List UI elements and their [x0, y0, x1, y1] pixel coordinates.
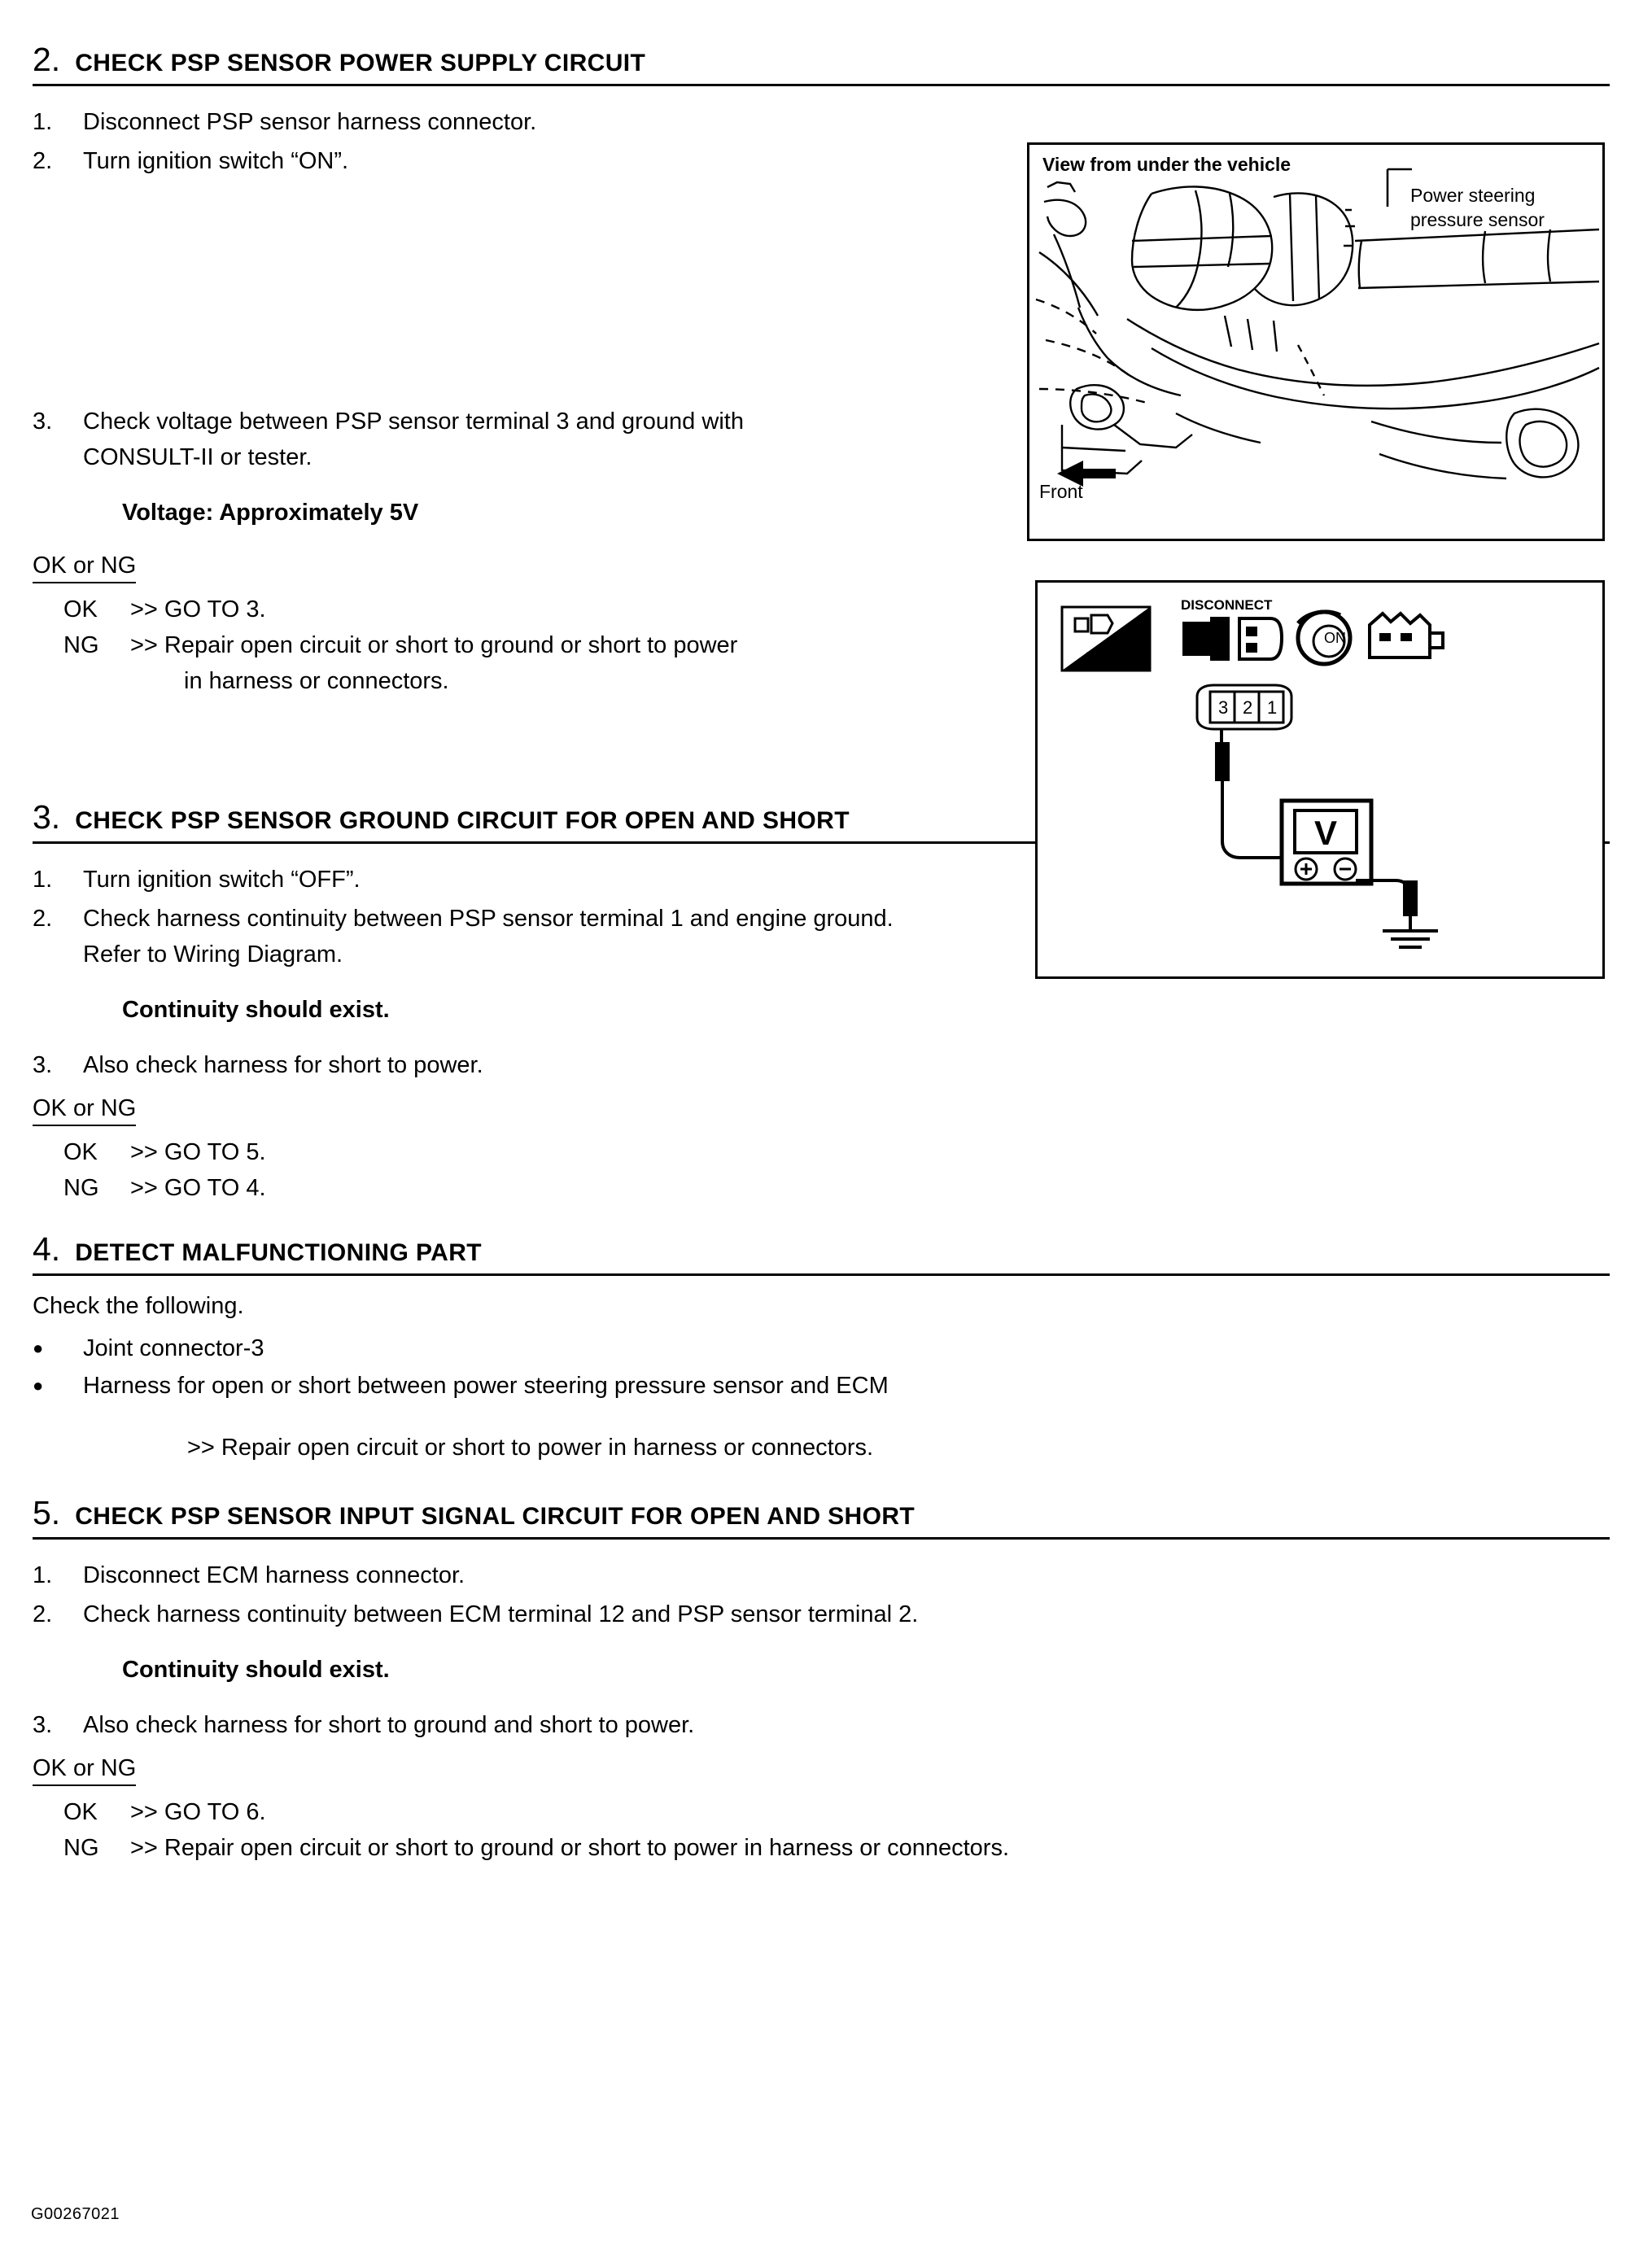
figure-vehicle-title: View from under the vehicle — [1042, 154, 1291, 175]
terminal-1-label: 1 — [1267, 697, 1278, 718]
step-3-okorng-wrap — [33, 1086, 1619, 1126]
result-label: OK — [63, 1799, 98, 1825]
result-row — [33, 1830, 1619, 1866]
bullet-text: Harness for open or short between power steering pressure sensor and ECM — [83, 1373, 889, 1399]
step-3-item3 — [33, 1047, 1619, 1083]
step-5-item3 — [33, 1707, 1619, 1743]
item-text: Also check harness for short to power. — [83, 1052, 483, 1078]
figure-disconnect-label: DISCONNECT — [1181, 597, 1273, 613]
step-5-instructions — [33, 1557, 1619, 1632]
probe-tip — [1215, 742, 1230, 781]
svg-text:V: V — [1313, 814, 1338, 852]
item-text-line2: CONSULT-II or tester. — [83, 444, 312, 470]
item-text: Check harness continuity between ECM terminal 12 and PSP sensor terminal 2. — [83, 1601, 919, 1627]
step-5 — [33, 1494, 1619, 1866]
step-4 — [33, 1230, 1619, 1466]
bullet-icon: ● — [33, 1375, 44, 1396]
bullet-icon: ● — [33, 1338, 44, 1358]
item-text: Turn ignition switch “OFF”. — [83, 867, 361, 893]
result-row — [33, 1170, 1619, 1206]
item-number: 2. — [33, 906, 53, 932]
list-item — [33, 1047, 1619, 1083]
item-text-line1: Check harness continuity between PSP sensor terminal 1 and engine ground. — [83, 906, 894, 932]
figure-vehicle-front-label: Front — [1039, 481, 1083, 502]
result-label: OK — [63, 1139, 98, 1165]
result-label: NG — [63, 1835, 99, 1861]
document-footer-code: G00267021 — [31, 2205, 120, 2223]
step-5-results — [33, 1794, 1619, 1866]
step-4-heading — [33, 1230, 1619, 1269]
divider — [33, 1273, 1610, 1276]
step-2-title: CHECK PSP SENSOR POWER SUPPLY CIRCUIT — [75, 50, 646, 76]
list-item — [33, 1707, 1619, 1743]
result-label: NG — [63, 632, 99, 658]
step-4-title: DETECT MALFUNCTIONING PART — [75, 1239, 483, 1266]
divider — [33, 1537, 1610, 1540]
figure-vehicle-callout-line2: pressure sensor — [1410, 209, 1545, 230]
figure-on-label: ON — [1324, 630, 1346, 646]
figure-voltage-measurement — [1035, 580, 1605, 979]
item-text: Also check harness for short to ground and short to power. — [83, 1712, 695, 1738]
okorng-label: OK or NG — [33, 550, 136, 583]
step-5-number: 5. — [33, 1494, 61, 1531]
step-5-spec: Continuity should exist. — [122, 1657, 390, 1683]
bullet-text: Joint connector-3 — [83, 1335, 264, 1361]
list-item — [33, 1330, 1619, 1367]
step-5-title: CHECK PSP SENSOR INPUT SIGNAL CIRCUIT FOR OPEN AND SHORT — [75, 1503, 916, 1530]
result-row — [33, 1794, 1619, 1830]
item-number: 3. — [33, 1052, 53, 1078]
terminal-2-label: 2 — [1243, 697, 1253, 718]
step-3-results — [33, 1134, 1619, 1206]
item-number: 3. — [33, 1712, 53, 1738]
step-2-heading — [33, 41, 1619, 79]
step-4-bullets — [33, 1330, 1619, 1404]
item-number: 2. — [33, 1601, 53, 1627]
result-label: OK — [63, 596, 98, 622]
step-5-okorng-wrap — [33, 1746, 1619, 1786]
result-value: >> Repair open circuit or short to ground or short to power in harness or connectors. — [130, 1835, 1010, 1861]
item-number: 1. — [33, 109, 53, 135]
item-number: 1. — [33, 1562, 53, 1588]
list-item — [33, 1557, 1619, 1593]
circuit-illustration — [1038, 583, 1602, 976]
item-number: 3. — [33, 408, 53, 435]
result-label: NG — [63, 1175, 99, 1201]
result-value-line1: >> Repair open circuit or short to ground or short to power — [130, 632, 738, 658]
step-3-number: 3. — [33, 798, 61, 836]
step-3-title: CHECK PSP SENSOR GROUND CIRCUIT FOR OPEN AND SHORT — [75, 807, 850, 834]
result-value: >> GO TO 5. — [130, 1139, 266, 1165]
result-value: >> GO TO 3. — [130, 596, 266, 622]
terminal-3-label: 3 — [1218, 697, 1229, 718]
figure-vehicle-view — [1027, 142, 1605, 541]
result-value: >> GO TO 4. — [130, 1175, 266, 1201]
item-text: Disconnect ECM harness connector. — [83, 1562, 465, 1588]
item-text-line1: Check voltage between PSP sensor terminal 3 and ground with — [83, 408, 744, 435]
result-value-line2: in harness or connectors. — [184, 668, 449, 694]
ground-probe-tip — [1403, 880, 1418, 916]
step-4-lead: Check the following. — [33, 1293, 244, 1319]
item-text: Turn ignition switch “ON”. — [83, 148, 349, 174]
item-number: 2. — [33, 148, 53, 174]
step-4-number: 4. — [33, 1230, 61, 1268]
item-number: 1. — [33, 867, 53, 893]
item-text-line2: Refer to Wiring Diagram. — [83, 941, 343, 968]
step-5-heading — [33, 1494, 1619, 1532]
step-2-number: 2. — [33, 41, 61, 78]
list-item — [33, 104, 1619, 140]
step-2-spec: Voltage: Approximately 5V — [122, 500, 419, 526]
figure-vehicle-callout-line1: Power steering — [1410, 185, 1536, 206]
result-row — [33, 1134, 1619, 1170]
list-item — [33, 1367, 1619, 1404]
list-item — [33, 1597, 1619, 1632]
item-text: Disconnect PSP sensor harness connector. — [83, 109, 537, 135]
step-3-spec: Continuity should exist. — [122, 997, 390, 1023]
okorng-label: OK or NG — [33, 1753, 136, 1786]
divider — [33, 84, 1610, 86]
okorng-label: OK or NG — [33, 1093, 136, 1126]
step-4-action: >> Repair open circuit or short to power in harness or connectors. — [187, 1435, 874, 1461]
result-value: >> GO TO 6. — [130, 1799, 266, 1825]
figure-ts-label: T.S. — [1086, 649, 1117, 668]
